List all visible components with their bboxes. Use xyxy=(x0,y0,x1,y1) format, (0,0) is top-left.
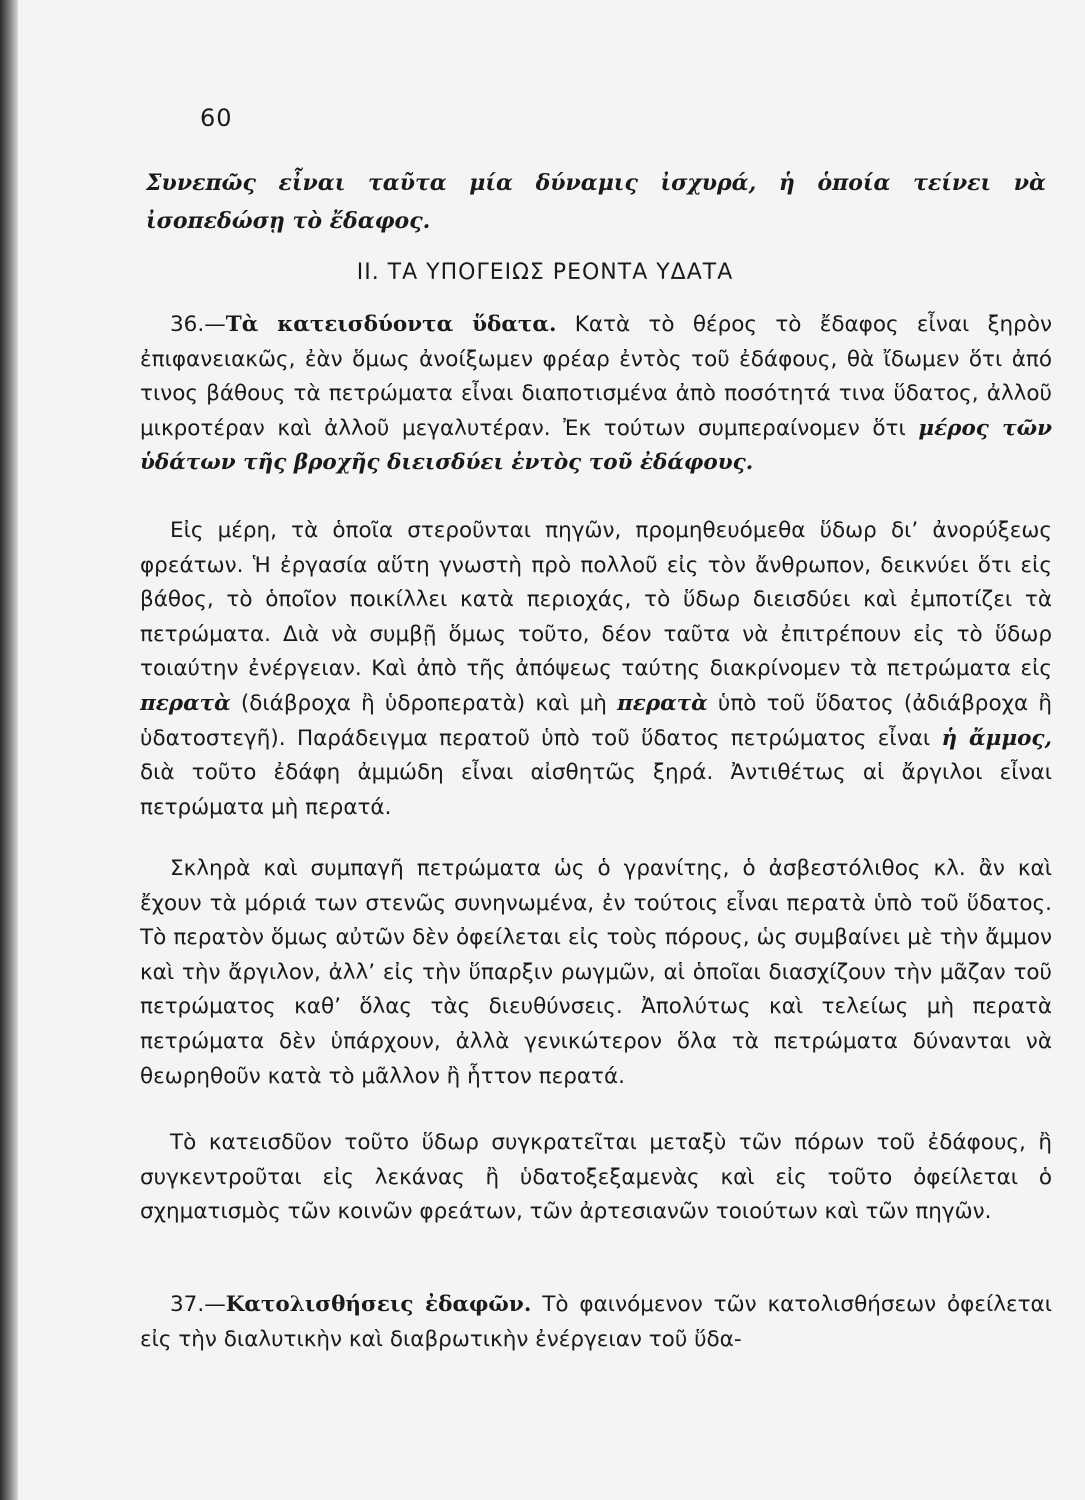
paragraph-37-title: Κατολισθήσεις ἐδαφῶν. xyxy=(225,1292,532,1317)
section-heading: II. ΤΑ ΥΠΟΓΕΙΩΣ ΡΕΟΝΤΑ ΥΔΑΤΑ xyxy=(356,260,734,285)
book-spine-shadow xyxy=(0,0,18,1500)
paragraph-wells-emphasis-1: περατὰ xyxy=(140,690,231,716)
paragraph-wells-emphasis-2: περατὰ xyxy=(617,690,708,716)
paragraph-retained-water-text: Τὸ κατεισδῦον τοῦτο ὕδωρ συγκρατεῖται μεταξὺ τῶν πόρων τοῦ ἐδάφους, ἢ συγκεντροῦται εἰς λεκάνας ἢ ὑδατοξεξαμενὰς καὶ εἰς τοῦτο ὀφείλεται ὁ σχηματισμὸς τῶν κοινῶν φρεάτων, τῶν ἀρτεσιανῶν τοιούτων καὶ τῶν πηγῶν. xyxy=(140,1130,1052,1225)
paragraph-37 xyxy=(140,1288,1052,1357)
paragraph-retained-water xyxy=(140,1126,1052,1230)
paragraph-hard-rocks-text: Σκληρὰ καὶ συμπαγῆ πετρώματα ὡς ὁ γρανίτης, ὁ ἀσβεστόλιθος κλ. ἂν καὶ ἔχουν τὰ μόριά των στενῶς συνηνωμένα, ἐν τούτοις εἶναι περατὰ ὑπὸ τοῦ ὕδατος. Τὸ περατὸν ὅμως αὐτῶν δὲν ὀφείλεται εἰς τοὺς πόρους, ὡς συμβαίνει μὲ τὴν ἄμμον καὶ τὴν ἄργιλον, ἀλλ’ εἰς τὴν ὕπαρξιν ρωγμῶν, αἱ ὁποῖαι διασχίζουν τὴν μᾶζαν τοῦ πετρώματος καθ’ ὅλας τὰς διευθύνσεις. Ἀπολύτως καὶ τελείως μὴ περατὰ πετρώματα δὲν ὑπάρχουν, ἀλλὰ γενικώτερον ὅλα τὰ πετρώματα δύνανται νὰ θεωρηθοῦν κατὰ τὸ μᾶλλον ἢ ἧττον περατά. xyxy=(140,856,1052,1089)
paragraph-37-text: Τὸ φαινόμενον τῶν κατολισθήσεων ὀφείλεται εἰς τὴν διαλυτικὴν καὶ διαβρωτικὴν ἐνέργειαν τοῦ ὕδα- xyxy=(140,1292,1052,1352)
paragraph-36-title: Τὰ κατεισδύοντα ὕδατα. xyxy=(225,312,557,337)
paragraph-wells-emphasis-3: ἡ ἄμμος, xyxy=(941,725,1052,751)
paragraph-wells-text-4: διὰ τοῦτο ἐδάφη ἀμμώδη εἶναι αἰσθητῶς ξηρά. Ἀντιθέτως αἱ ἄργιλοι εἶναι πετρώματα μὴ περατά. xyxy=(140,760,1052,820)
page-number: 60 xyxy=(200,104,233,132)
paragraph-wells-text-1: Εἰς μέρη, τὰ ὁποῖα στεροῦνται πηγῶν, προμηθευόμεθα ὕδωρ δι’ ἀνορύξεως φρεάτων. Ἡ ἐργασία αὕτη γνωστὴ πρὸ πολλοῦ εἰς τὸν ἄνθρωπον, δεικνύει ὅτι εἰς βάθος, τὸ ὁποῖον ποικίλλει κατὰ περιοχάς, τὸ ὕδωρ διεισδύει καὶ ἐμποτίζει τὰ πετρώματα. Διὰ νὰ συμβῇ ὅμως τοῦτο, δέον ταῦτα νὰ ἐπιτρέπουν εἰς τὸ ὕδωρ τοιαύτην ἐνέργειαν. Καὶ ἀπὸ τῆς ἀπόψεως ταύτης διακρίνομεν τὰ πετρώματα εἰς xyxy=(140,518,1052,682)
paragraph-36 xyxy=(140,308,1052,481)
paragraph-hard-rocks xyxy=(140,852,1052,1094)
paragraph-37-number: 37.— xyxy=(170,1292,226,1317)
intro-sentence: Συνεπῶς εἶναι ταῦτα μία δύναμις ἰσχυρά, ἡ ὁποία τείνει νὰ ἰσοπεδώσῃ τὸ ἔδαφος. xyxy=(146,170,1046,234)
paragraph-wells-text-3: ὑπὸ τοῦ ὕδατος (ἀδιάβροχα ἢ ὑδατοστεγῆ). Παράδειγμα περατοῦ ὑπὸ τοῦ ὕδατος πετρώματος εἶναι xyxy=(140,690,1052,751)
paragraph-36-number: 36.— xyxy=(170,312,226,337)
paragraph-wells-text-2: (διάβροχα ἢ ὑδροπερατὰ) καὶ μὴ xyxy=(230,690,618,716)
paragraph-36-emphasis: μέρος τῶν ὑδάτων τῆς βροχῆς διεισδύει ἐντὸς τοῦ ἐδάφους. xyxy=(140,415,1052,476)
paragraph-36-text: Κατὰ τὸ θέρος τὸ ἔδαφος εἶναι ξηρὸν ἐπιφανειακῶς, ἐὰν ὅμως ἀνοίξωμεν φρέαρ ἐντὸς τοῦ ἐδάφους, θὰ ἴδωμεν ὅτι ἀπό τινος βάθους τὰ πετρώματα εἶναι διαποτισμένα ἀπὸ ποσότητά τινα ὕδατος, ἀλλοῦ μικροτέραν καὶ ἀλλοῦ μεγαλυτέραν. Ἐκ τούτων συμπεραίνομεν ὅτι xyxy=(140,312,1052,441)
paragraph-wells xyxy=(140,514,1052,825)
